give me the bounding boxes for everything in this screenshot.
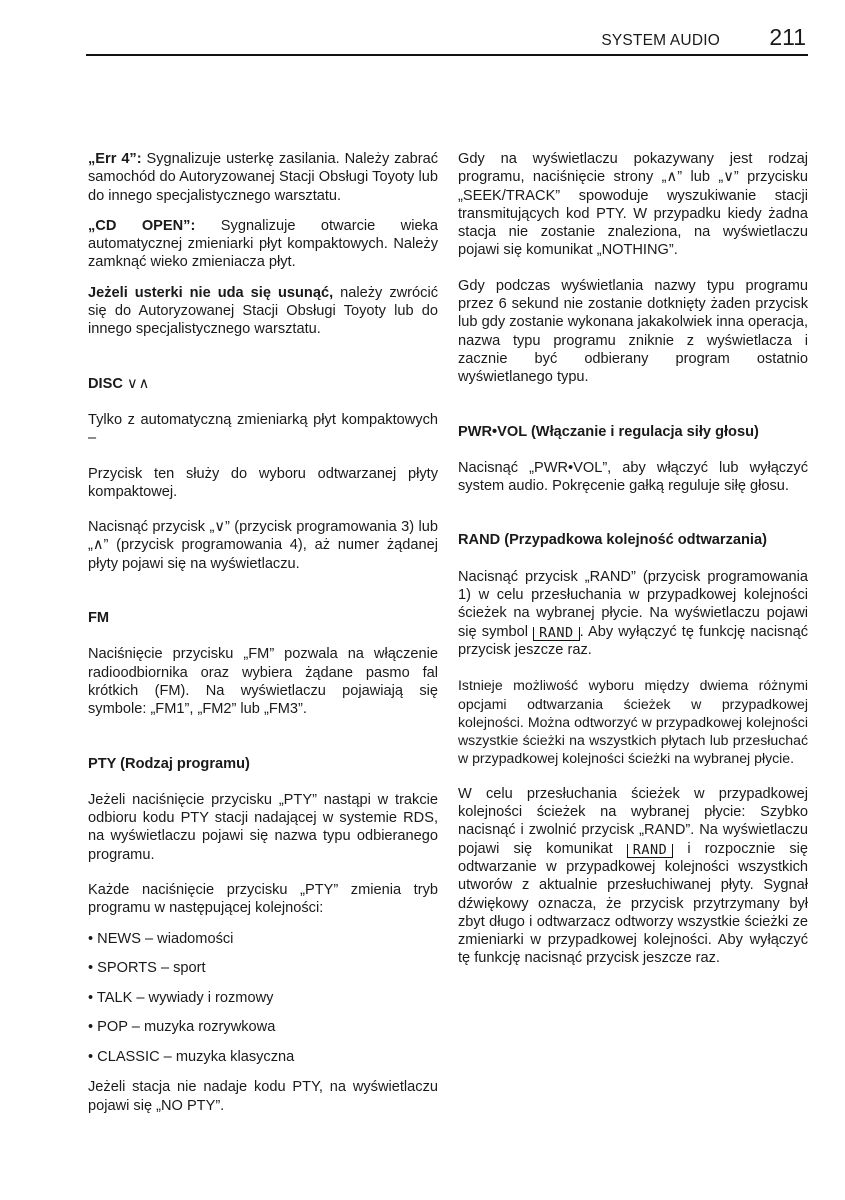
fm-paragraph: Naciśnięcie przycisku „FM” pozwala na włączenie radioodbiornika oraz wybiera żądane pasmo fal krótkich (FM). Na wyświetlaczu pojawiają się symbole: „FM1”, „FM2” lub „FM3”. bbox=[88, 646, 438, 718]
rand-paragraph-2: Istnieje możliwość wyboru między dwiema różnymi opcjami odtwarzania ścieżek w przypadkowej kolejności. Można odtworzyć w przypadkowej kolejności wszystkie ścieżki na wszystkich płytach lub przesłuchać w przypadkowej kolejności ścieżki na wybranej płycie. bbox=[458, 677, 808, 767]
rand-text-c: W celu przesłuchania ścieżek w przypadkowej kolejności ścieżek na wybranej płycie: Szybko nacisnąć i zwolnić przycisk „RAND”. Na wyświetlaczu pojawi się komunikat bbox=[458, 785, 808, 857]
fault-paragraph bbox=[88, 284, 438, 339]
fault-text: należy zwrócić się do Autoryzowanej Stacji Obsługi Toyoty lub do innego specjalistycznego warsztatu. bbox=[88, 284, 438, 338]
list-item: • TALK – wywiady i rozmowy bbox=[88, 989, 274, 1006]
rand-paragraph-1 bbox=[458, 568, 808, 659]
pty-paragraph-2: Każde naciśnięcie przycisku „PTY” zmienia tryb programu w następującej kolejności: bbox=[88, 882, 438, 917]
rand-text-b: . Aby wyłączyć tę funkcję nacisnąć przycisk jeszcze raz. bbox=[458, 623, 809, 658]
cdopen-text: Sygnalizuje otwarcie wieka automatycznej zmieniarki płyt kompaktowych. Należy zamknąć wieko zmieniacza płyt. bbox=[88, 217, 438, 271]
rand-heading: RAND (Przypadkowa kolejność odtwarzania) bbox=[458, 532, 767, 549]
pwr-vol-heading: PWR•VOL (Włączanie i regulacja siły głosu) bbox=[458, 423, 759, 440]
right-column bbox=[458, 150, 808, 968]
list-item: • CLASSIC – muzyka klasyczna bbox=[88, 1048, 295, 1065]
pty-paragraph-3: Jeżeli stacja nie nadaje kodu PTY, na wyświetlaczu pojawi się „NO PTY”. bbox=[88, 1079, 438, 1114]
rand-paragraph-3 bbox=[458, 785, 808, 968]
left-column bbox=[88, 150, 438, 1115]
pty-paragraph-1: Jeżeli naciśnięcie przycisku „PTY” nastąpi w trakcie odbioru kodu PTY stacji nadającej w systemie RDS, na wyświetlaczu pojawi się nazwa typu odbieranego programu. bbox=[88, 791, 438, 863]
disc-arrows: ∨∧ bbox=[126, 375, 151, 392]
cdopen-term: „CD OPEN”: bbox=[88, 217, 196, 234]
rand-display-symbol: RAND bbox=[627, 844, 674, 858]
err4-text: Sygnalizuje usterkę zasilania. Należy zabrać samochód do Autoryzowanej Stacji Obsługi Toyoty lub do innego specjalistycznego warsztatu. bbox=[88, 151, 438, 204]
page-header bbox=[86, 22, 808, 56]
list-item: • NEWS – wiadomości bbox=[88, 930, 234, 947]
err4-paragraph bbox=[88, 150, 438, 205]
pty-heading: PTY (Rodzaj programu) bbox=[88, 755, 250, 772]
pty-paragraph-5: Gdy podczas wyświetlania nazwy typu programu przez 6 sekund nie zostanie dotknięty żaden przycisk lub gdy zostanie wykonana jakakolwiek inna operacja, nazwa typu programu zniknie z wyświetlacza i zacznie być odbierany program ostatnio wyświetlanego typu. bbox=[458, 277, 808, 386]
rand-display-symbol: RAND bbox=[533, 627, 580, 641]
list-item: • POP – muzyka rozrywkowa bbox=[88, 1019, 276, 1036]
disc-heading-label: DISC bbox=[88, 375, 123, 392]
fm-heading: FM bbox=[88, 610, 110, 627]
disc-paragraph-3: Nacisnąć przycisk „∨” (przycisk programowania 3) lub „∧” (przycisk programowania 4), aż numer żądanej płyty pojawi się na wyświetlaczu. bbox=[88, 519, 438, 572]
page-number: 211 bbox=[769, 24, 806, 50]
pty-paragraph-4: Gdy na wyświetlaczu pokazywany jest rodzaj programu, naciśnięcie strony „∧” lub „∨” przycisku „SEEK/TRACK” spowoduje wyszukiwanie stacji transmitujących kod PTY. W przypadku kiedy żadna stacja nie zostanie znaleziona, na wyświetlaczu pojawi się komunikat „NOTHING”. bbox=[458, 151, 808, 259]
rand-text-a: Nacisnąć przycisk „RAND” (przycisk programowania 1) w celu przesłuchania w przypadkowej kolejności ścieżek na wybranej płycie. Na wyświetlaczu pojawi się symbol bbox=[458, 568, 808, 640]
section-title: SYSTEM AUDIO bbox=[601, 32, 720, 49]
cdopen-paragraph bbox=[88, 217, 438, 272]
list-item: • SPORTS – sport bbox=[88, 960, 206, 977]
rand-text-d: i rozpocznie się odtwarzanie w przypadkowej kolejności wszystkich utworów z aktualnie przesłuchiwanej płyty. Sygnał dźwiękowy oznacza, że przycisk przytrzymany był zbyt długo i odtwarzacz odtworzy wszystkie ścieżki ze zmieniarki w przypadkowej kolejności. Aby wyłączyć tę funkcję nacisnąć przycisk jeszcze raz. bbox=[458, 840, 808, 967]
disc-heading bbox=[88, 375, 438, 393]
pwr-vol-paragraph: Nacisnąć „PWR•VOL”, aby włączyć lub wyłączyć system audio. Pokręcenie gałką reguluje siłę głosu. bbox=[458, 459, 808, 495]
err4-term: „Err 4”: bbox=[88, 151, 142, 167]
disc-paragraph-1: Tylko z automatyczną zmieniarką płyt kompaktowych – bbox=[88, 411, 438, 447]
fault-term: Jeżeli usterki nie uda się usunąć, bbox=[88, 284, 334, 301]
pty-mode-list bbox=[88, 930, 438, 1067]
disc-paragraph-2: Przycisk ten służy do wyboru odtwarzanej płyty kompaktowej. bbox=[88, 465, 438, 500]
